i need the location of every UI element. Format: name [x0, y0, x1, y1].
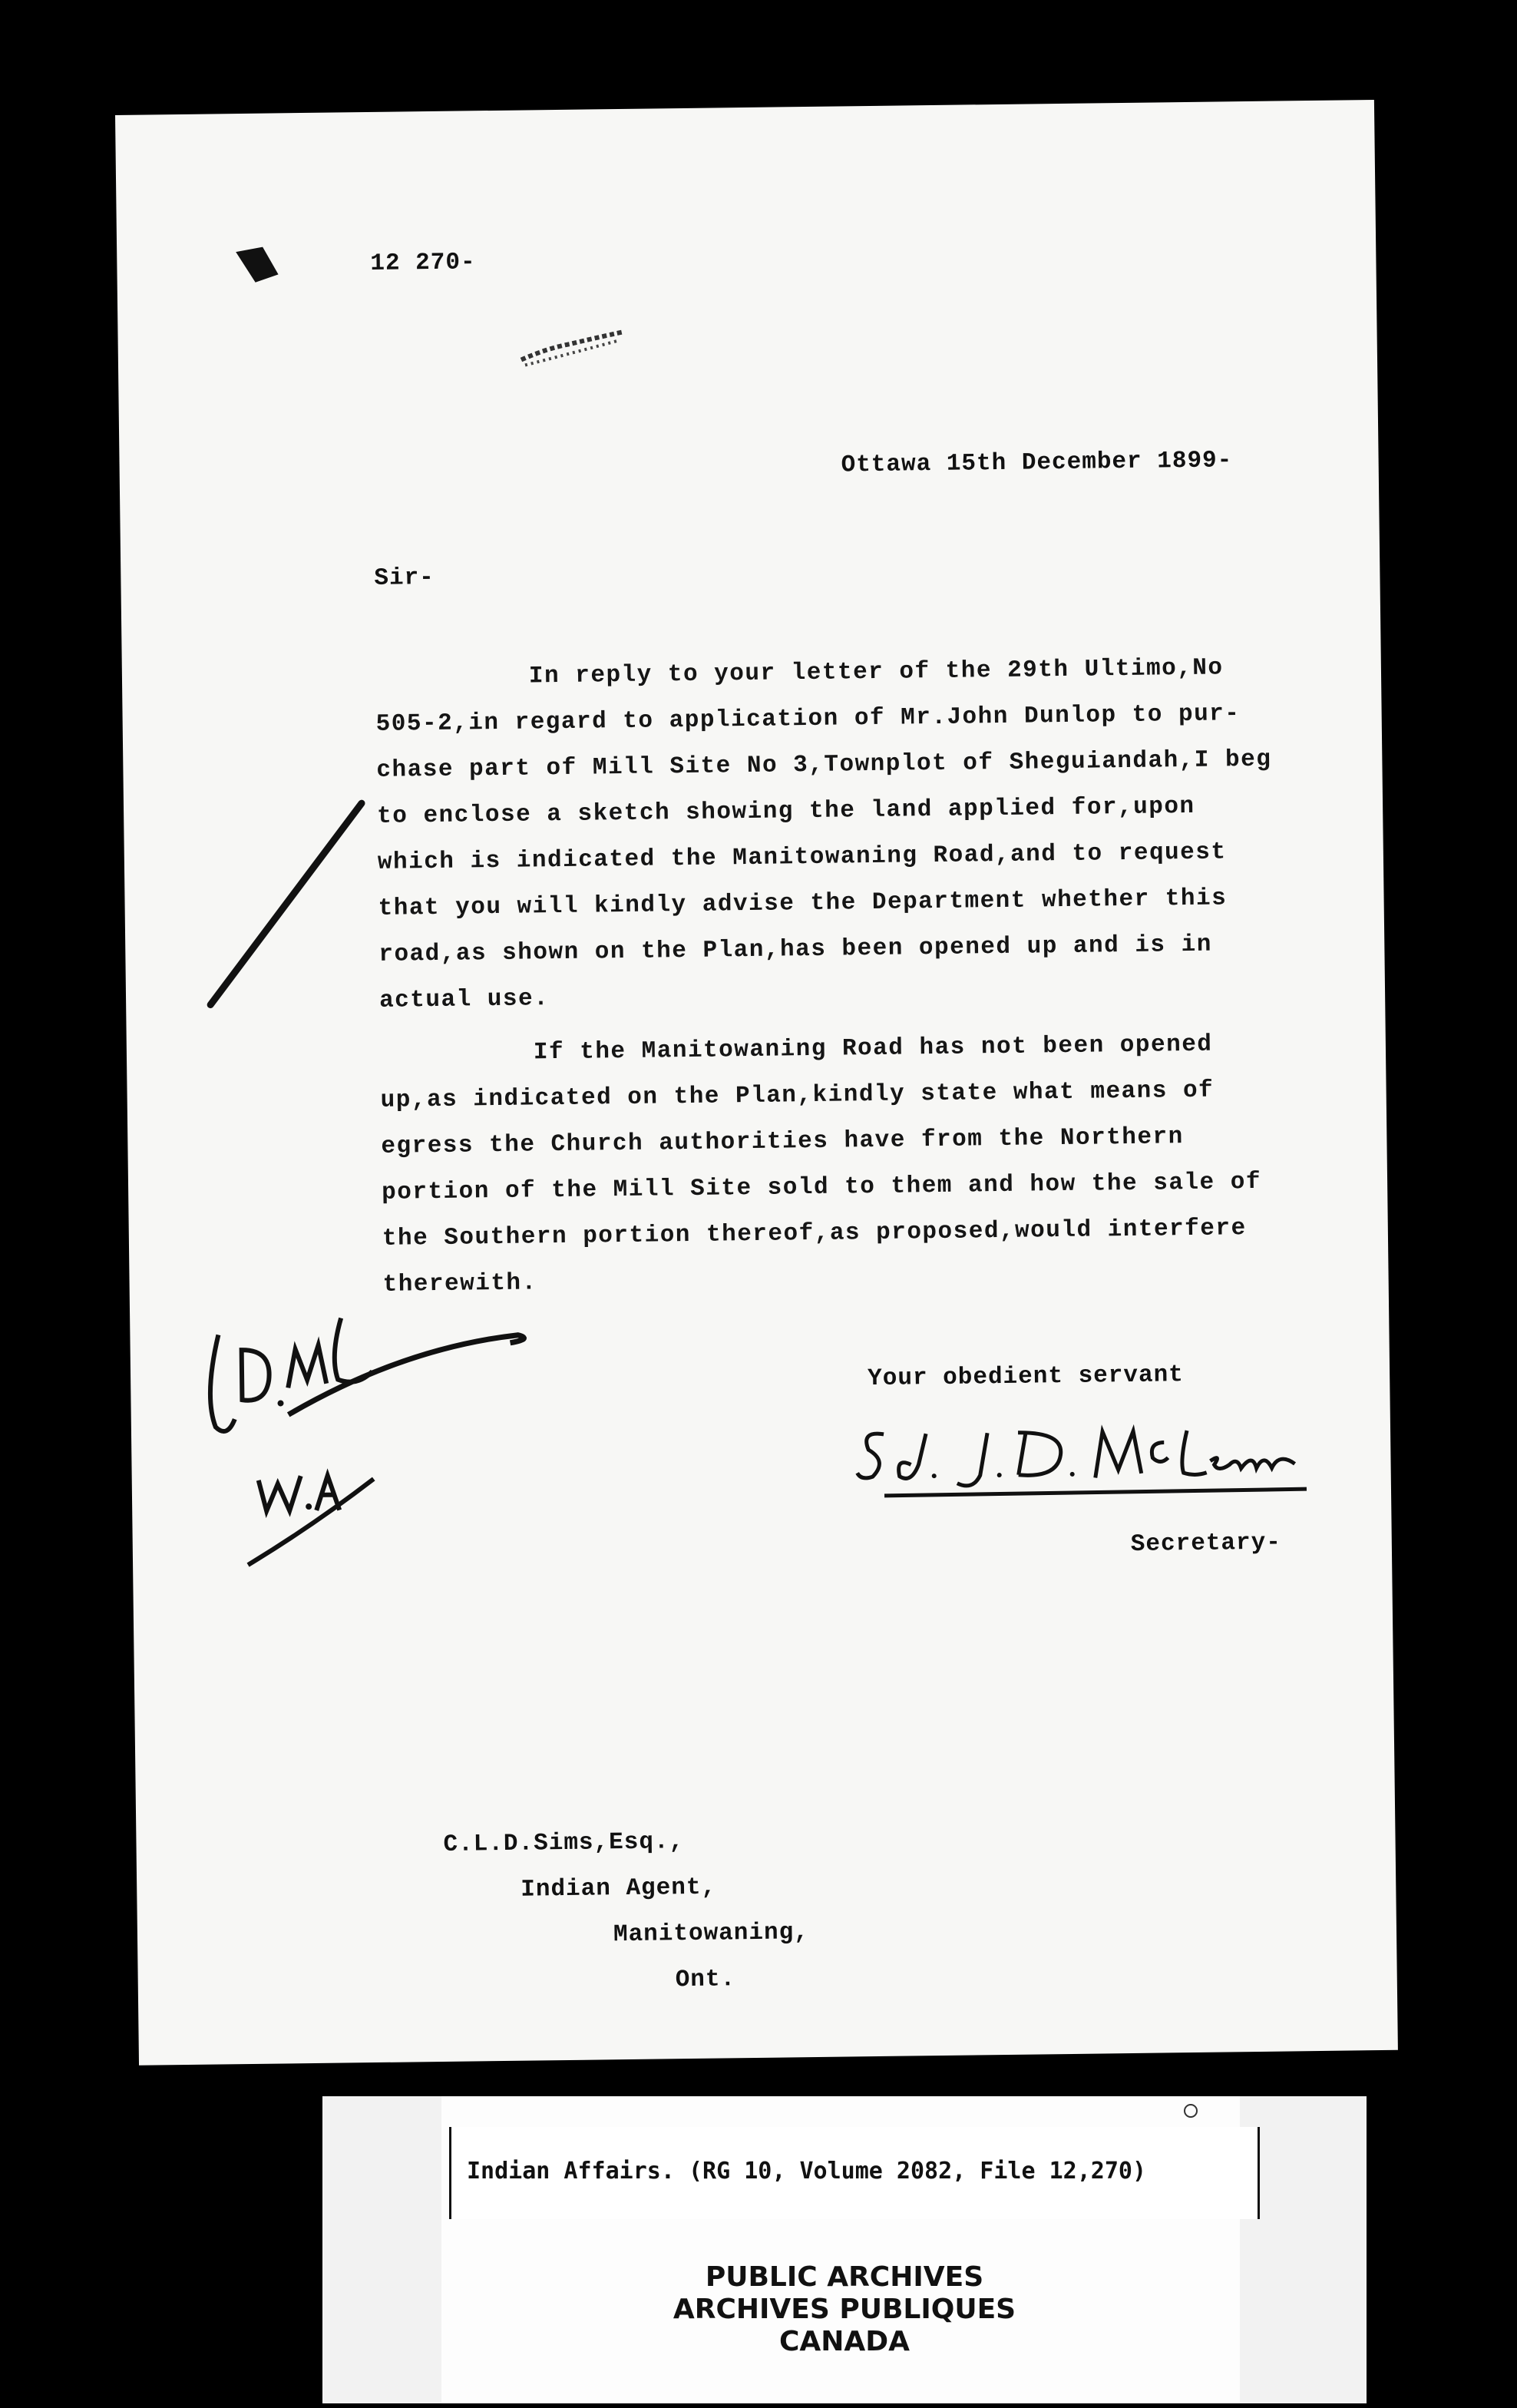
addressee-position: Indian Agent,: [521, 1874, 717, 1904]
archive-label-card: [322, 2096, 1367, 2403]
archive-reference: Indian Affairs. (RG 10, Volume 2082, File 12,270): [467, 2158, 1147, 2185]
body-line: road,as shown on the Plan,has been opened up and is in: [378, 931, 1213, 968]
body-line: therewith.: [382, 1269, 537, 1298]
closing: Your obedient servant: [867, 1361, 1185, 1393]
body-line: actual use.: [378, 985, 550, 1014]
body-line: portion of the Mill Site sold to them and how the sale of: [381, 1168, 1262, 1206]
salutation: Sir-: [374, 564, 435, 592]
archives-line-3: CANADA: [778, 2326, 910, 2357]
archive-reference-box: [449, 2127, 1260, 2219]
addressee-province: Ont.: [675, 1966, 736, 1994]
body-line: If the Manitowaning Road has not been opened: [533, 1030, 1213, 1067]
body-line: up,as indicated on the Plan,kindly state what means of: [380, 1077, 1215, 1114]
place-date: Ottawa 15th December 1899-: [841, 447, 1233, 479]
body-line: which is indicated the Manitowaning Road,and to request: [377, 838, 1227, 876]
file-number: 12 270-: [370, 249, 476, 277]
addressee-name: C.L.D.Sims,Esq.,: [443, 1828, 685, 1858]
body-line: egress the Church authorities have from the Northern: [381, 1123, 1184, 1160]
letter-page: [115, 100, 1398, 2066]
body-line: In reply to your letter of the 29th Ultimo,No: [528, 654, 1224, 690]
punch-hole-icon: [1184, 2104, 1198, 2118]
body-line: 505-2,in regard to application of Mr.John Dunlop to pur-: [375, 700, 1241, 738]
archives-line-2: ARCHIVES PUBLIQUES: [673, 2294, 1016, 2325]
addressee-place: Manitowaning,: [613, 1919, 810, 1949]
margin-initials: [172, 1300, 544, 1596]
archives-line-1: PUBLIC ARCHIVES: [705, 2261, 984, 2293]
body-line: that you will kindly advise the Department whether this: [378, 885, 1228, 922]
body-line: the Southern portion thereof,as proposed,would interfere: [382, 1215, 1247, 1252]
signatory-title: Secretary-: [1130, 1529, 1282, 1558]
body-line: to enclose a sketch showing the land applied for,upon: [376, 792, 1195, 830]
filing-mark: [232, 243, 286, 290]
body-line: chase part of Mill Site No 3,Townplot of Sheguiandah,I beg: [376, 746, 1272, 784]
signature: [853, 1398, 1315, 1503]
margin-slash-mark: [193, 796, 379, 1013]
faint-stamp-scrawl: [517, 324, 633, 372]
